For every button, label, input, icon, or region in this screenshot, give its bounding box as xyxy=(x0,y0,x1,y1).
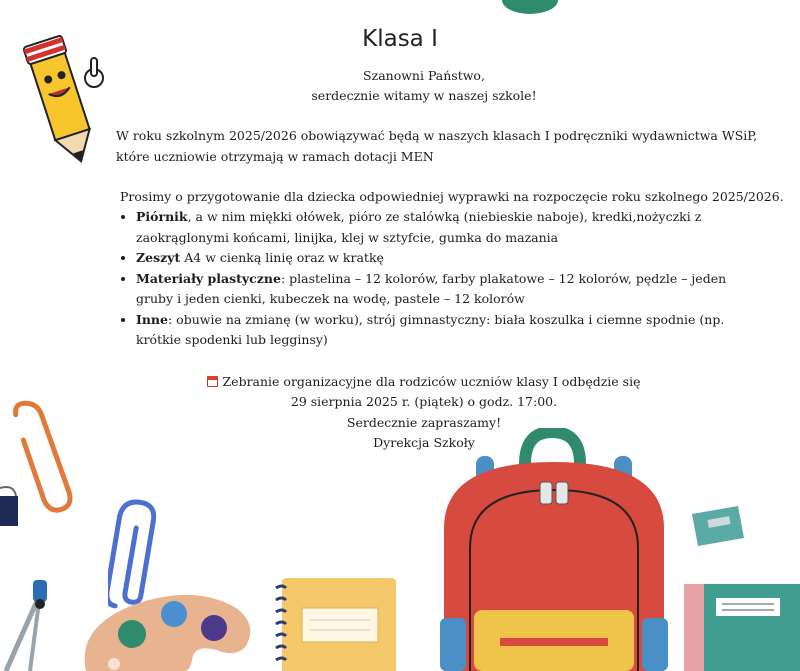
closing-text: Serdecznie zapraszamy! xyxy=(346,415,502,430)
meeting-text-1: Zebranie organizacyjne dla rodziców uczniów klasy I odbędzie się xyxy=(222,374,641,389)
pencil-mascot-icon xyxy=(22,26,112,171)
meeting-line-1 xyxy=(0,371,800,392)
greeting-line-1: Szanowni Państwo, xyxy=(363,68,485,83)
top-ornament-icon xyxy=(500,0,560,16)
intro-line-1: W roku szkolnym 2025/2026 obowiązywać będą w naszych klasach I podręczniki wydawnictwa WSiP, xyxy=(116,128,758,143)
item-label: Piórnik xyxy=(136,209,188,224)
intro-line-2: które uczniowie otrzymają w ramach dotacji MEN xyxy=(116,149,434,164)
supplies-list xyxy=(120,207,736,351)
item-label: Materiały plastyczne xyxy=(136,270,281,286)
supplies-request: Prosimy o przygotowanie dla dziecka odpowiedniej wyprawki na rozpoczęcie roku szkolnego 2025/2026. xyxy=(120,189,784,204)
item-text: : obuwie na zmianę (w worku), strój gimnastyczny: biała koszulka i ciemne spodnie (np. krótkie spodenki lub legginsy) xyxy=(136,311,725,347)
item-label: Inne xyxy=(136,311,168,327)
item-text: A4 w cienką linię oraz w kratkę xyxy=(180,250,384,265)
page-title: Klasa I xyxy=(362,26,438,52)
paint-palette-icon xyxy=(76,586,256,671)
calendar-icon xyxy=(207,376,218,387)
notebook-icon xyxy=(272,574,402,671)
item-label: Zeszyt xyxy=(136,250,181,265)
sharpener-icon xyxy=(688,502,748,550)
item-text: : plastelina – 12 kolorów, farby plakatowe – 12 kolorów, pędzle – jeden gruby i jeden cienki, kubeczek na wodę, pastele – 12 kolorów xyxy=(136,270,727,306)
list-item xyxy=(136,269,736,310)
signature-text: Dyrekcja Szkoły xyxy=(373,435,475,450)
greeting-line-2: serdecznie witamy w naszej szkole! xyxy=(311,88,537,103)
compass-icon xyxy=(0,578,60,671)
backpack-icon xyxy=(430,428,680,671)
list-item xyxy=(136,207,736,248)
item-text: , a w nim miękki ołówek, pióro ze stalówką (niebieskie naboje), kredki,nożyczki z zaokrąglonymi końcami, linijka, klej w sztyfcie, gumka do mazania xyxy=(136,209,702,245)
meeting-line-2: 29 sierpnia 2025 r. (piątek) o godz. 17:00. xyxy=(290,394,558,409)
binder-clip-icon xyxy=(0,470,22,530)
list-item xyxy=(136,310,736,351)
book-icon xyxy=(684,584,800,671)
list-item xyxy=(136,248,736,269)
